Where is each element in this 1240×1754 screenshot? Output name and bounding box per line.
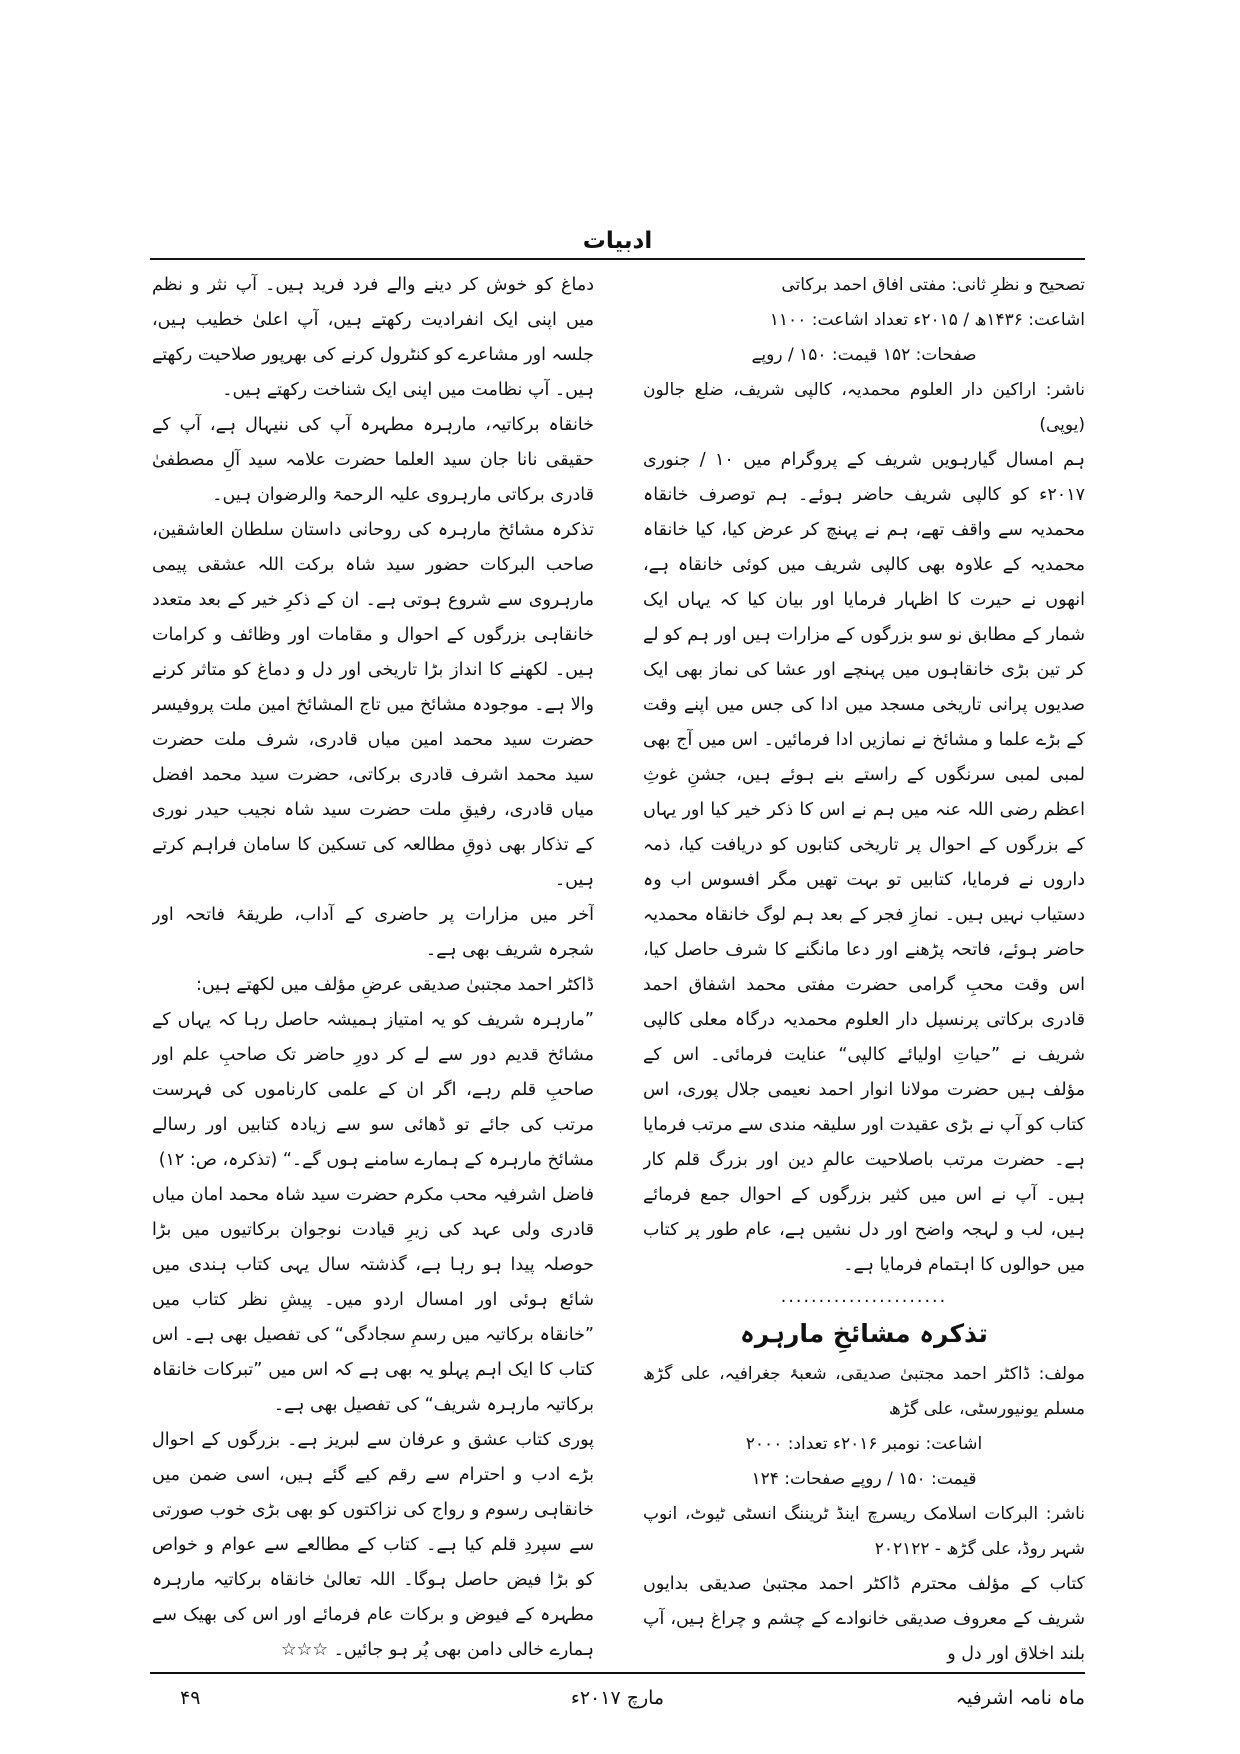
review-paragraph: آخر میں مزارات پر حاضری کے آداب، طریقۂ فاتحہ اور شجرہ شریف بھی ہے۔ (152, 905, 594, 960)
page-footer (150, 1680, 1085, 1716)
review-paragraph: تذکرہ مشائخ مارہرہ کی روحانی داستان سلطان العاشقین، صاحب البرکات حضور سید شاہ برکت اللہ عشقی پیمی مارہروی سے شروع ہوتی ہے۔ ان کے ذکرِ خیر کے بعد متعدد خانقاہی بزرگوں کے احوال و مقامات اور وظائف و کرامات ہیں۔ لکھنے کا انداز بڑا تاریخی اور دل و دماغ کو متاثر کرنے والا ہے۔ موجودہ مشائخ میں تاج المشائخ امین ملت پروفیسر حضرت سید محمد امین میاں قادری، شرف ملت حضرت سید محمد اشرف قادری برکاتی، حضرت سید محمد افضل میاں قادری، رفیقِ ملت حضرت سید شاہ نجیب حیدر نوری کے تذکار بھی ذوقِ مطالعہ کی تسکین کا سامان فراہم کرتے ہیں۔ (152, 520, 594, 890)
review-paragraph: دماغ کو خوش کر دینے والے فرد فرید ہیں۔ آپ نثر و نظم میں اپنی ایک انفرادیت رکھتے ہیں، آپ اعلیٰ خطیب ہیں، جلسہ اور مشاعرے کو کنٹرول کرنے کی بھرپور صلاحیت رکھتے ہیں۔ آپ نظامت میں اپنی ایک شناخت رکھتے ہیں۔ (152, 275, 594, 400)
footer-rule (150, 1672, 1085, 1674)
section-divider: ...................... (780, 1287, 948, 1307)
book-meta-publisher: ناشر: اراکین دار العلوم محمدیہ، کالپی شریف، ضلع جالون (یوپی) (643, 380, 1085, 435)
issue-date: مارچ ۲۰۱۷ء (570, 1687, 665, 1709)
book-edition: اشاعت: نومبر ۲۰۱۶ء تعداد: ۲۰۰۰ (745, 1434, 983, 1454)
review-paragraph: پوری کتاب عشق و عرفان سے لبریز ہے۔ بزرگوں کے احوال بڑے ادب و احترام سے رقم کیے گئے ہیں، اسی ضمن میں خانقاہی رسوم و رواج کی نزاکتوں کو بھی بڑی خوب صورتی سے سپردِ قلم کیا ہے۔ کتاب کے مطالعے سے عوام و خواص کو بڑا فیض حاصل ہوگا۔ اللہ تعالیٰ خانقاہ برکاتیہ مارہرہ مطہرہ کے فیوض و برکات عام فرمائے اور اس کی بھیک سے ہمارے خالی دامن بھی پُر ہو جائیں۔ ☆☆☆ (152, 1430, 594, 1660)
review-paragraph: خانقاہ برکاتیہ، مارہرہ مطہرہ آپ کی ننیہال ہے، آپ کے حقیقی نانا جان سید العلما حضرت علامہ سید آلِ مصطفیٰ قادری برکاتی مارہروی علیہ الرحمۃ والرضوان ہیں۔ (152, 415, 594, 505)
header-rule (150, 258, 1085, 260)
left-column (152, 268, 594, 1666)
review-paragraph: ڈاکٹر احمد مجتبیٰ صدیقی عرضِ مؤلف میں لکھتے ہیں: (195, 975, 594, 995)
review-paragraph: ہم امسال گیارہویں شریف کے پروگرام میں ۱۰ / جنوری ۲۰۱۷ء کو کالپی شریف حاضر ہوئے۔ ہم توصرف خانقاہ محمدیہ سے واقف تھے، ہم نے پہنچ کر عرض کیا، کیا خانقاہ محمدیہ کے علاوہ بھی کالپی شریف میں کوئی خانقاہ ہے، انھوں نے حیرت کا اظہار فرمایا اور بیان کیا کہ یہاں ایک شمار کے مطابق نو سو بزرگوں کے مزارات ہیں اور ہم کو لے کر تین بڑی خانقاہوں میں پہنچے اور عشا کی نماز بھی ایک صدیوں پرانی تاریخی مسجد میں ادا کی جس میں اپنے وقت کے بڑے علما و مشائخ نے نمازیں ادا فرمائیں۔ اس میں آج بھی لمبی لمبی سرنگوں کے راستے بنے ہوئے ہیں، جشنِ غوثِ اعظم رضی اللہ عنہ میں ہم نے اس کا ذکر خیر کیا اور یہاں کے بزرگوں کے احوال پر تاریخی کتابوں کو دریافت کیا، ذمہ داروں نے فرمایا، کتابیں تو بہت تھیں مگر افسوس اب وہ دستیاب نہیں ہیں۔ نمازِ فجر کے بعد ہم لوگ خانقاہ محمدیہ حاضر ہوئے، فاتحہ پڑھنے اور دعا مانگنے کا شرف حاصل کیا، اس وقت محبِ گرامی حضرت مفتی محمد اشفاق احمد قادری برکاتی پرنسپل دار العلوم محمدیہ درگاہ معلی کالپی شریف نے ”حیاتِ اولیائے کالپی“ عنایت فرمائی۔ اس کے مؤلف ہیں حضرت مولانا انوار احمد نعیمی جلال پوری، اس کتاب کو آپ نے بڑی عقیدت اور سلیقہ مندی سے مرتب فرمایا ہے۔ حضرت مرتب باصلاحیت عالمِ دین اور بزرگ قلم کار ہیں۔ آپ نے اس میں کثیر بزرگوں کے احوال جمع فرمائے ہیں، لب و لہجہ واضح اور دل نشیں ہے، عام طور پر کتاب میں حوالوں کا اہتمام فرمایا ہے۔ (643, 450, 1085, 1275)
quotation: ”مارہرہ شریف کو یہ امتیاز ہمیشہ حاصل رہا کہ یہاں کے مشائخ قدیم دور سے لے کر دورِ حاضر تک صاحبِ علم اور صاحبِ قلم رہے، اگر ان کے علمی کارناموں کی فہرست مرتب کی جائے تو ڈھائی سو سے زیادہ کتابیں اور رسالے مشائخ مارہرہ کے ہمارے سامنے ہوں گے۔“ (تذکرہ، ص: ۱۲) (152, 1010, 594, 1170)
journal-name: ماہ نامہ اشرفیہ (955, 1687, 1085, 1709)
book-publisher: ناشر: البرکات اسلامک ریسرچ اینڈ ٹریننگ انسٹی ٹیوٹ، انوپ شہر روڈ، علی گڑھ - ۲۰۲۱۲۲ (643, 1504, 1085, 1559)
review-paragraph: کتاب کے مؤلف محترم ڈاکٹر احمد مجتبیٰ صدیقی بدایوں شریف کے معروف صدیقی خانوادے کے چشم و چراغ ہیں، آپ بلند اخلاق اور دل و (643, 1574, 1085, 1664)
review-paragraph: فاضل اشرفیہ محب مکرم حضرت سید شاہ محمد امان میاں قادری ولی عہد کی زیرِ قیادت نوجوان برکاتیوں میں بڑا حوصلہ پیدا ہو رہا ہے، گذشتہ سال یہی کتاب ہندی میں شائع ہوئی اور امسال اردو میں۔ پیشِ نظر کتاب میں ”خانقاہ برکاتیہ میں رسمِ سجادگی“ کی تفصیل بھی ہے۔ اس کتاب کا ایک اہم پہلو یہ بھی ہے کہ اس میں ”تبرکات خانقاہ برکاتیہ مارہرہ شریف“ کی تفصیل بھی ہے۔ (152, 1185, 594, 1415)
book-price: قیمت: ۱۵۰ / روپے صفحات: ۱۲۴ (751, 1469, 977, 1489)
book-meta-editor: تصحیح و نظرِ ثانی: مفتی افاق احمد برکاتی (781, 275, 1085, 295)
book-meta-price: صفحات: ۱۵۲ قیمت: ۱۵۰ / روپے (751, 345, 977, 365)
right-column (643, 268, 1085, 1666)
section-header: ادبیات (582, 228, 653, 254)
book-title: تذکرہ مشائخِ مارہرہ (740, 1319, 988, 1348)
book-meta-edition: اشاعت: ۱۴۳۶ھ / ۲۰۱۵ء تعداد اشاعت: ۱۱۰۰ (769, 310, 1085, 330)
book-author: مولف: ڈاکٹر احمد مجتبیٰ صدیقی، شعبۂ جغرافیہ، علی گڑھ مسلم یونیورسٹی، علی گڑھ (643, 1364, 1085, 1419)
page-number: ۴۹ (180, 1687, 201, 1709)
